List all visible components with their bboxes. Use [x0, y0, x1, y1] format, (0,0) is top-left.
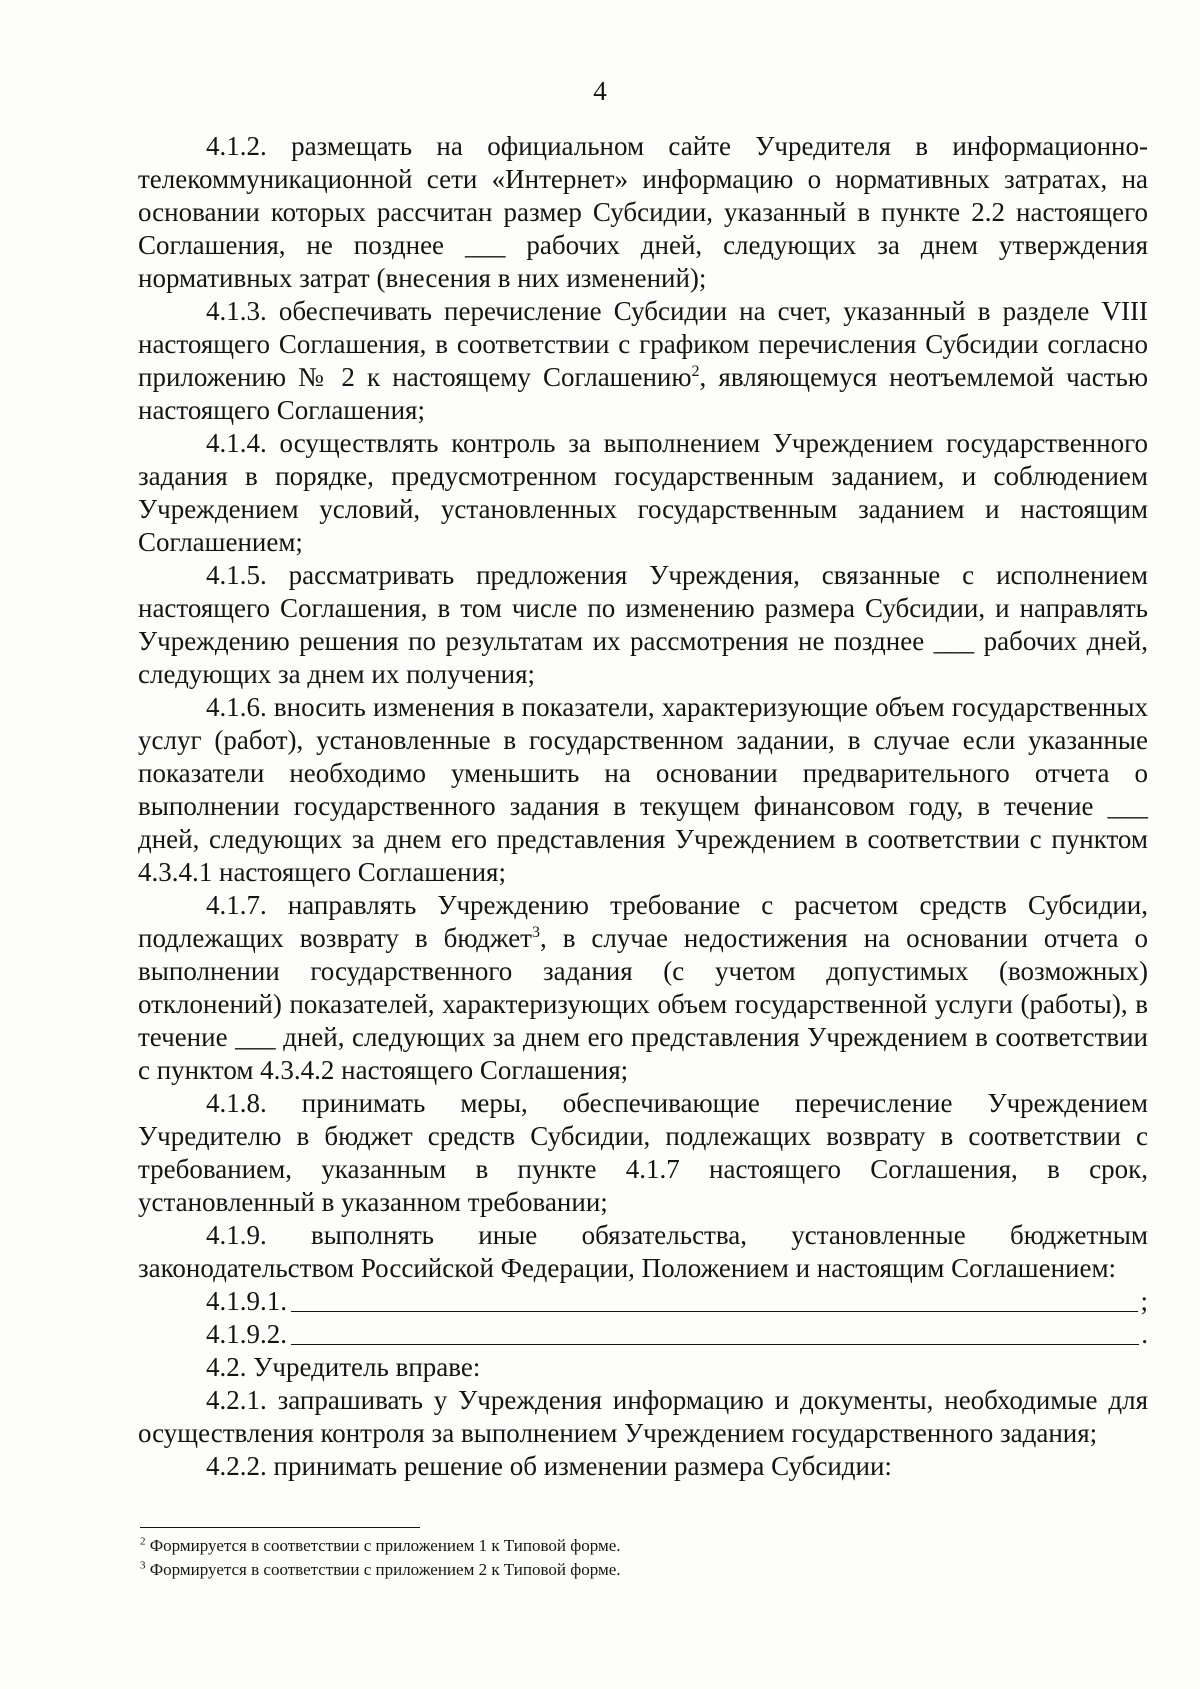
- footnote-ref-3: 3: [531, 924, 540, 941]
- fill-item-end: ;: [1140, 1286, 1148, 1316]
- footnote-ref-2: 2: [691, 363, 700, 380]
- paragraph-4-2-2: 4.2.2. принимать решение об изменении размера Субсидии:: [206, 1451, 892, 1481]
- fill-item-4-1-9-2: [138, 1318, 1148, 1351]
- fill-item-4-1-9-1: [138, 1285, 1148, 1318]
- paragraph-4-1-4: 4.1.4. осуществлять контроль за выполнением Учреждением государственного задания в порядке, предусмотренном государственным заданием, и соблюдением Учреждением условий, установленных государственным заданием и настоящим Соглашением;: [138, 428, 1148, 557]
- paragraph-4-2-1: 4.2.1. запрашивать у Учреждения информацию и документы, необходимые для осуществления контроля за выполнением Учреждением государственного задания;: [138, 1385, 1148, 1448]
- footnotes: [140, 1534, 1040, 1582]
- footnote-text: Формируется в соответствии с приложением 1 к Типовой форме.: [149, 1536, 621, 1555]
- paragraph-4-1-6: 4.1.6. вносить изменения в показатели, характеризующие объем государственных услуг (работ), установленные в государственном задании, в случае если указанные показатели необходимо уменьшить на основании предварительного отчета о выполнении государственного задания в текущем финансовом году, в течение ___ дней, следующих за днем его представления Учреждением в соответствии с пунктом 4.3.4.1 настоящего Соглашения;: [138, 692, 1148, 887]
- footnote-separator: [140, 1527, 420, 1528]
- paragraph-4-1-7: [138, 889, 1148, 1087]
- fill-item-label: 4.1.9.1.: [206, 1286, 287, 1316]
- fill-item-label: 4.1.9.2.: [206, 1319, 287, 1349]
- footnote-number: 3: [140, 1559, 146, 1572]
- paragraph-4-1-2: 4.1.2. размещать на официальном сайте Учредителя в информационно-телекоммуникационной сети «Интернет» информацию о нормативных затратах, на основании которых рассчитан размер Субсидии, указанный в пункте 2.2 настоящего Соглашения, не позднее ___ рабочих дней, следующих за днем утверждения нормативных затрат (внесения в них изменений);: [138, 131, 1148, 293]
- paragraph-text: 4.1.7. направлять Учреждению требование с расчетом средств Субсидии, подлежащих возврату в бюджет: [138, 890, 1148, 953]
- document-body: [138, 130, 1148, 1483]
- footnote-number: 2: [140, 1535, 146, 1548]
- paragraph-4-1-5: 4.1.5. рассматривать предложения Учреждения, связанные с исполнением настоящего Соглашения, в том числе по изменению размера Субсидии, и направлять Учреждению решения по результатам их рассмотрения не позднее ___ рабочих дней, следующих за днем их получения;: [138, 560, 1148, 689]
- blank-line: [291, 1320, 1139, 1345]
- footnote-3: [140, 1558, 1040, 1582]
- paragraph-text: , в случае недостижения на основании отчета о выполнении государственного задания (с учетом допустимых (возможных) отклонений) показателей, характеризующих объем государственной услуги (работы), в течение ___ дней, следующих за днем его представления Учреждением в соответствии с пунктом 4.3.4.2 настоящего Соглашения;: [138, 923, 1148, 1085]
- paragraph-4-2: 4.2. Учредитель вправе:: [206, 1352, 481, 1382]
- paragraph-4-1-8: 4.1.8. принимать меры, обеспечивающие перечисление Учреждением Учредителю в бюджет средств Субсидии, подлежащих возврату в соответствии с требованием, указанным в пункте 4.1.7 настоящего Соглашения, в срок, установленный в указанном требовании;: [138, 1088, 1148, 1217]
- footnote-2: [140, 1534, 1040, 1558]
- paragraph-4-1-3: [138, 295, 1148, 427]
- paragraph-text: 4.1.3. обеспечивать перечисление Субсидии на счет, указанный в разделе VIII настоящего Соглашения, в соответствии с графиком перечисления Субсидии согласно приложению № 2 к настоящему Соглашению: [138, 296, 1148, 392]
- blank-line: [291, 1287, 1138, 1312]
- footnote-text: Формируется в соответствии с приложением 2 к Типовой форме.: [149, 1560, 621, 1579]
- paragraph-text: , являющемуся неотъемлемой частью настоящего Соглашения;: [138, 362, 1148, 425]
- page-number: 4: [593, 76, 607, 106]
- paragraph-4-1-9: 4.1.9. выполнять иные обязательства, установленные бюджетным законодательством Российской Федерации, Положением и настоящим Соглашением:: [138, 1220, 1148, 1283]
- fill-item-end: .: [1141, 1319, 1148, 1349]
